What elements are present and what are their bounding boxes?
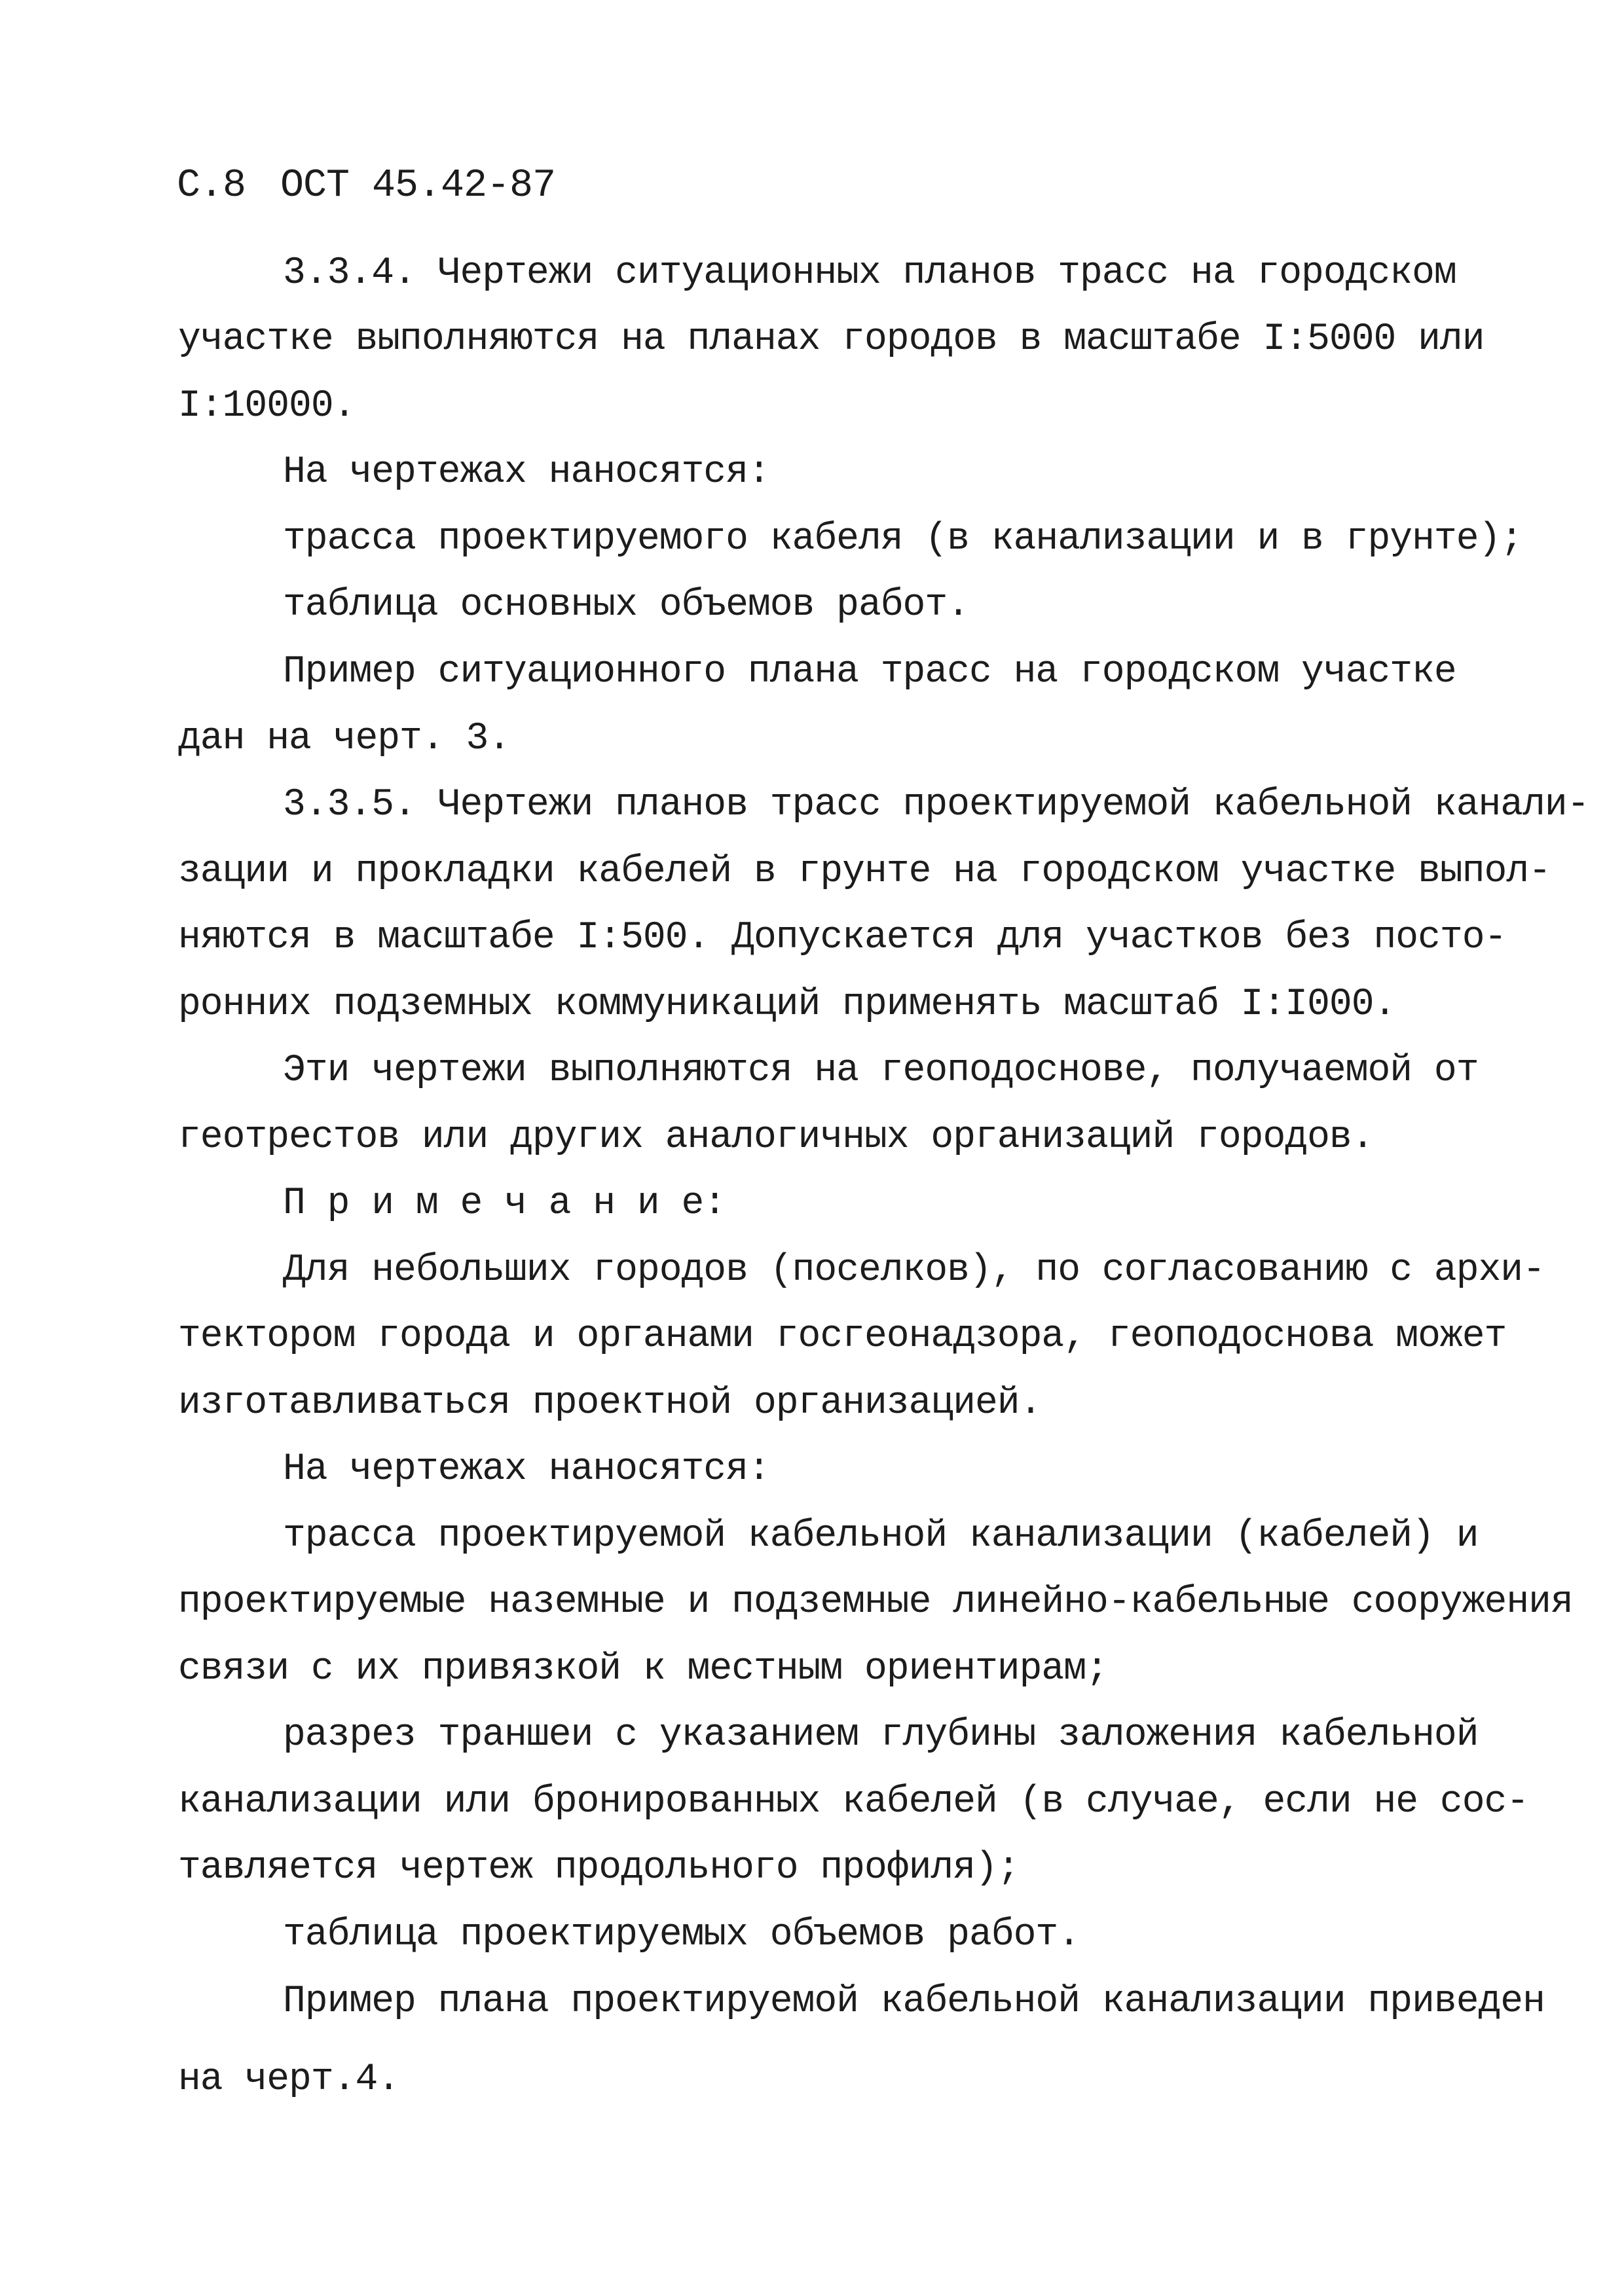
page-number: С.8 (177, 164, 246, 208)
example-reference-line-2: дан на черт. 3. (178, 718, 511, 760)
example-plan-line-2: на черт.4. (178, 2058, 400, 2101)
list-item-route-line-2: проектируемые наземные и подземные линейно-кабельные сооружения (178, 1581, 1573, 1624)
note-line-1: Для небольших городов (поселков), по согласованию с архи- (283, 1249, 1545, 1292)
list-item-trench-line-3: тавляется чертеж продольного профиля); (178, 1847, 1020, 1889)
geobase-paragraph-line-2: геотрестов или других аналогичных организаций городов. (178, 1116, 1374, 1159)
list-item-volume-table: таблица основных объемов работ. (283, 584, 969, 627)
example-reference-line-1: Пример ситуационного плана трасс на городском участке (283, 651, 1456, 693)
paragraph-3-3-5-line-4: ронних подземных коммуникаций применять масштаб I:I000. (178, 983, 1396, 1026)
note-line-2: тектором города и органами госгеонадзора, геоподоснова может (178, 1315, 1507, 1358)
drawing-contents-intro-2: На чертежах наносятся: (283, 1448, 770, 1491)
list-item-trench-line-1: разрез траншеи с указанием глубины заложения кабельной (283, 1714, 1479, 1757)
paragraph-3-3-4-line-3: I:10000. (178, 385, 356, 428)
list-item-volume-table-2: таблица проектируемых объемов работ. (283, 1914, 1080, 1956)
list-item-route-line-3: связи с их привязкой к местным ориентирам; (178, 1648, 1108, 1690)
standard-designation: ОСТ 45.42-87 (280, 164, 556, 208)
list-item-trench-line-2: канализации или бронированных кабелей (в случае, если не сос- (178, 1781, 1529, 1823)
list-item-cable-route: трасса проектируемого кабеля (в канализации и в грунте); (283, 518, 1523, 560)
note-heading: П р и м е ч а н и е: (283, 1182, 726, 1225)
drawing-contents-intro: На чертежах наносятся: (283, 451, 770, 494)
paragraph-3-3-4-line-2: участке выполняются на планах городов в масштабе I:5000 или (178, 318, 1485, 361)
paragraph-3-3-5-line-1: 3.3.5. Чертежи планов трасс проектируемой кабельной канали- (283, 784, 1589, 826)
example-plan-line-1: Пример плана проектируемой кабельной канализации приведен (283, 1980, 1545, 2023)
paragraph-3-3-5-line-2: зации и прокладки кабелей в грунте на городском участке выпол- (178, 850, 1551, 893)
geobase-paragraph-line-1: Эти чертежи выполняются на геоподоснове, получаемой от (283, 1049, 1479, 1092)
note-line-3: изготавливаться проектной организацией. (178, 1382, 1042, 1425)
list-item-route-line-1: трасса проектируемой кабельной канализации (кабелей) и (283, 1515, 1479, 1558)
paragraph-3-3-4-line-1: 3.3.4. Чертежи ситуационных планов трасс на городском (283, 252, 1456, 295)
paragraph-3-3-5-line-3: няются в масштабе I:500. Допускается для участков без посто- (178, 917, 1507, 959)
